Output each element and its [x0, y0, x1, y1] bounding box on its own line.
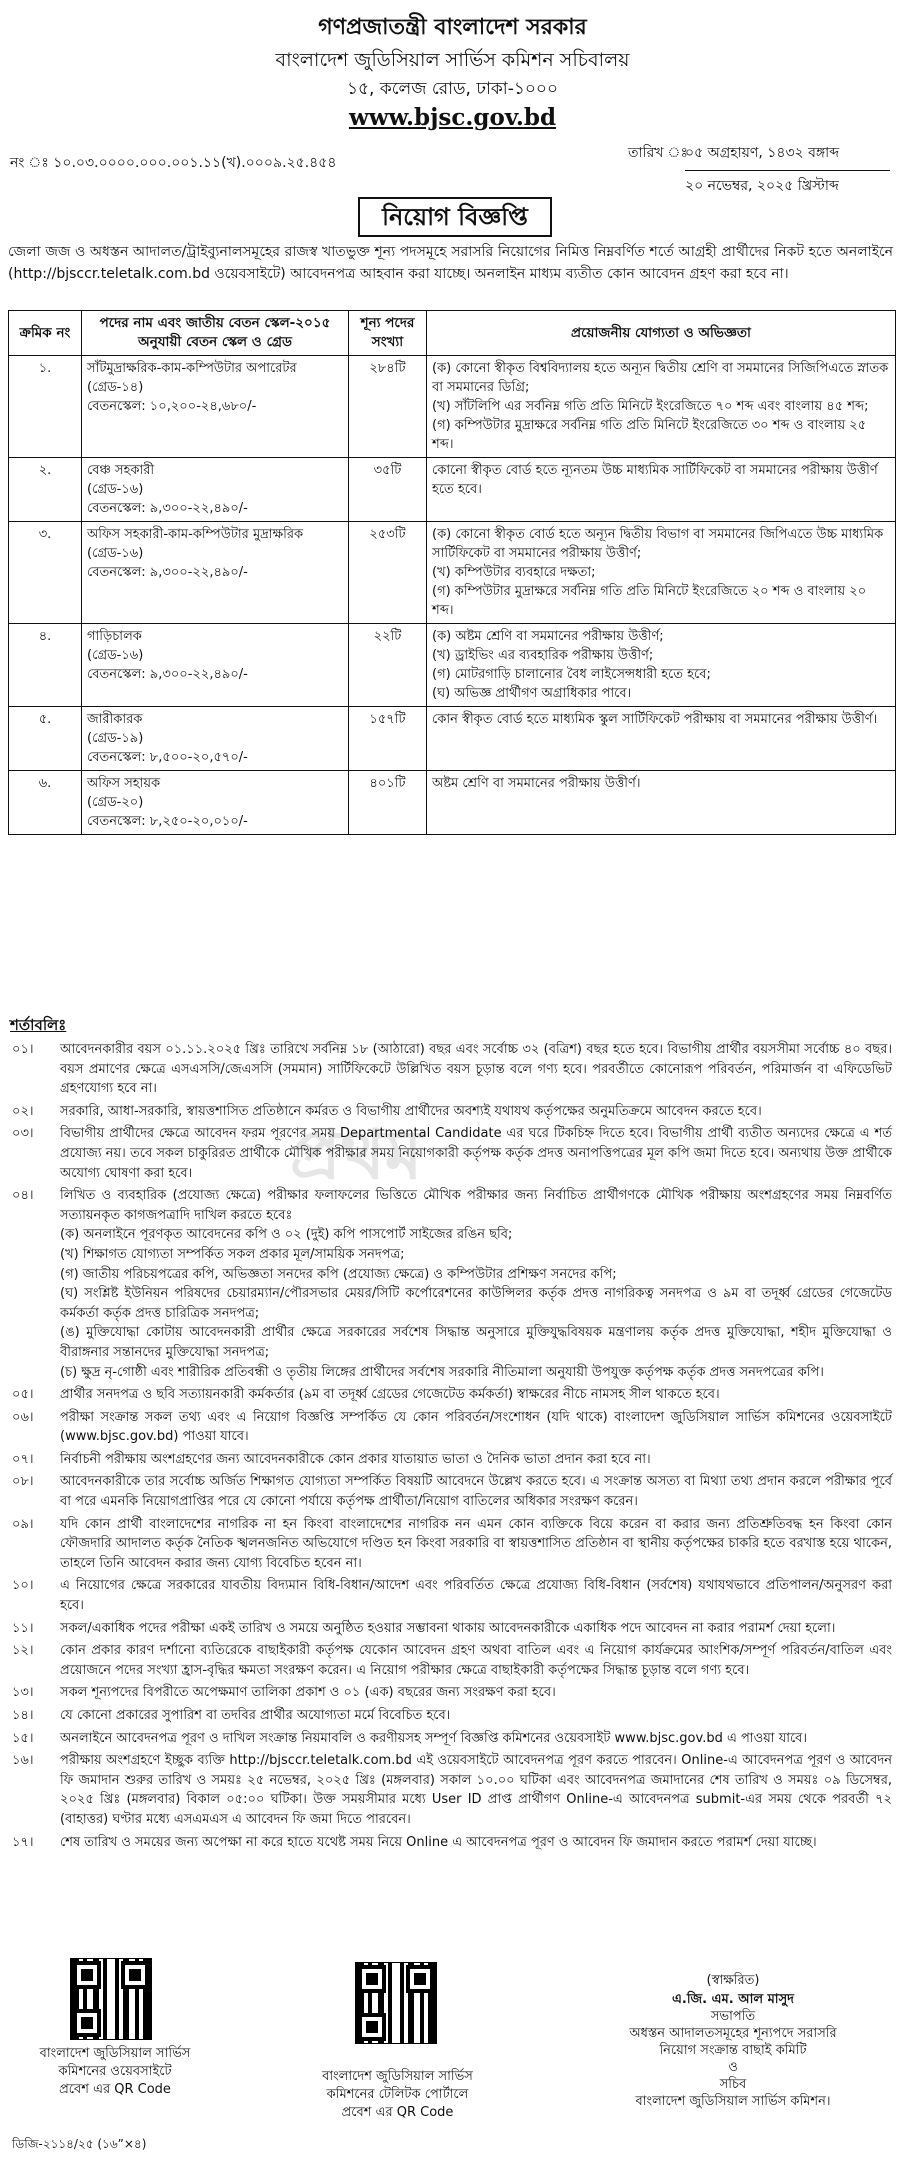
post-grade: (গ্রেড-১৯) — [87, 731, 144, 746]
row-vacancy-count: ২২টি — [349, 624, 427, 707]
row-serial: ৪. — [9, 624, 82, 707]
post-grade: (গ্রেড-২০) — [87, 795, 144, 810]
term-text-block — [60, 1472, 896, 1511]
term-text: কোন প্রকার কারণ দর্শানো ব্যতিরেকে বাছাইকারী কর্তৃপক্ষ যেকোন আবেদন গ্রহণ অথবা বাতিল এবং এ নিয়োগ কার্যক্রমের আংশিক/সম্পূর্ণ পরিবর্তন/বাতিল এবং প্রয়োজনে পদের সংখ্যা হ্রাস-বৃদ্ধির ক্ষমতা সংরক্ষণ করেন। এ নিয়োগ পরীক্ষার ক্ষেত্রে বাছাইকারী কর্তৃপক্ষের সিদ্ধান্ত চূড়ান্ত বলে গণ্য হবে। — [60, 1643, 892, 1678]
term-text: এ নিয়োগের ক্ষেত্রে সরকারের যাবতীয় বিদ্যমান বিধি-বিধান/আদেশ এবং পরিবর্তিত ক্ষেত্রে প্রযোজ্য বিধি-বিধান (সর্বশেষ) যথাযথভাবে প্রতিপালন/অনুসরণ করা হবে। — [60, 1578, 892, 1614]
term-number: ০১। — [12, 1042, 34, 1057]
qualification-item: (ঘ) অভিজ্ঞ প্রার্থীগণ অগ্রাধিকার পাবে। — [432, 686, 632, 701]
signatory-role: সভাপতি — [710, 2009, 756, 2024]
term-text: সকল শূন্যপদের বিপরীতে অপেক্ষমাণ তালিকা প্রকাশ ও ০১ (এক) বছরের জন্য সংরক্ষণ করা হবে। — [60, 1685, 556, 1701]
term-number: ০৭। — [12, 1451, 34, 1467]
term-number: ১৫। — [12, 1730, 34, 1746]
term-text-block — [60, 1385, 896, 1405]
term-item — [8, 1385, 896, 1405]
row-qualification — [427, 707, 896, 771]
term-text: বিভাগীয় প্রার্থীদের ক্ষেত্রে আবেদন ফরম পূরণের সময় Departmental Candidate এর ঘরে টিকচিহ্ন দিতে হবে। বিভাগীয় প্রার্থী ব্যতীত অন্যদের ক্ষেত্রে এ শর্ত প্রযোজ্য নয়। তবে সকল চাকুরিরত প্রার্থীকে মৌখিক পরীক্ষার সময় নিয়োগকারী কর্তৃপক্ষ কর্তৃক প্রদত্ত অনাপত্তিপত্রের মূল কপি জমা দিতে হবে। অন্যথায় উক্ত প্রার্থীকে অযোগ্য ঘোষণা করা হবে। — [60, 1126, 892, 1181]
term-number: ০৫। — [12, 1387, 34, 1403]
table-row — [9, 771, 896, 835]
row-serial: ৩. — [9, 522, 82, 624]
term-text-block — [60, 1515, 896, 1574]
table-row — [9, 707, 896, 771]
row-serial: ৫. — [9, 707, 82, 771]
term-number: ০৬। — [12, 1409, 34, 1425]
post-grade: (গ্রেড-১৪) — [87, 380, 144, 395]
term-item — [8, 1683, 896, 1703]
signed-label: (স্বাক্ষরিত) — [706, 1973, 760, 1988]
intro-paragraph: জেলা জজ ও অধস্তন আদালত/ট্রাইব্যুনালসমূহের রাজস্ব খাতভুক্ত শূন্য পদসমূহে সরাসরি নিয়োগের নিমিত্ত নিম্নবর্ণিত শর্তে আগ্রহী প্রার্থীদের নিকট হতে অনলাইনে (http://bjsccr.teletalk.com.bd ওয়েবসাইটে) আবেদনপত্র আহবান করা যাচ্ছে। অনলাইন মাধ্যম ব্যতীত কোন আবেদন গ্রহণ করা হবে না। — [8, 244, 893, 282]
term-item — [8, 1472, 896, 1511]
memo-number: নং ঃ ১০.০৩.০০০০.০০০.০০১.১১(খ).০০০৯.২৫.৪৫৪ — [10, 155, 337, 171]
header-serial: ক্রমিক নং — [9, 311, 82, 356]
row-post — [82, 458, 349, 522]
term-item — [8, 1186, 896, 1382]
term-item — [8, 1124, 896, 1183]
row-vacancy-count: ৪০১টি — [349, 771, 427, 835]
row-serial: ১. — [9, 356, 82, 458]
term-item — [8, 1729, 896, 1749]
qualification-item: (খ) সাঁটলিপি এর সর্বনিম্ন গতি প্রতি মিনিটে ইংরেজিতে ৭০ শব্দ এবং বাংলায় ৪৫ শব্দ; — [432, 399, 869, 414]
term-number: ০৪। — [12, 1188, 34, 1204]
term-number: ০৩। — [12, 1126, 34, 1142]
term-number: ১৩। — [12, 1685, 34, 1701]
term-text-block — [60, 1619, 896, 1639]
header-vacancy: শূন্য পদের সংখ্যা — [349, 311, 427, 356]
table-row — [9, 458, 896, 522]
date-english: ২০ নভেম্বর, ২০২৫ খ্রিস্টাব্দ — [685, 170, 890, 198]
header-qualification: প্রয়োজনীয় যোগ্যতা ও অভিজ্ঞতা — [427, 311, 896, 356]
row-post — [82, 707, 349, 771]
qr-code-teletalk[interactable] — [355, 1962, 437, 2044]
qualification-item: (খ) কম্পিউটার ব্যবহারে দক্ষতা; — [432, 565, 596, 580]
post-scale: বেতনস্কেল: ৯,৩০০-২২,৪৯০/- — [87, 501, 248, 516]
term-text: আবেদনকারীর বয়স ০১.১১.২০২৫ খ্রিঃ তারিখে সর্বনিম্ন ১৮ (আঠারো) বছর এবং সর্বোচ্চ ৩২ (বত্রিশ) বছর হতে হবে। বিভাগীয় প্রার্থীর বয়সসীমা সর্বোচ্চ ৪০ বছর। বয়স প্রমাণের ক্ষেত্রে এসএসসি/জেএসসি (সমমান) সার্টিফিকেটে উল্লিখিত বয়স চূড়ান্ত বলে গণ্য হবে। পরবর্তীতে কোনোরূপ পরিবর্তন, পরিমার্জন বা এফিডেভিট গ্রহণযোগ্য হবে না। — [60, 1042, 892, 1097]
term-number: ০৯। — [12, 1516, 34, 1532]
table-row — [9, 624, 896, 707]
term-subitem: (খ) শিক্ষাগত যোগ্যতা সম্পর্কিত সকল প্রকার মূল/সাময়িক সনদপত্র; — [60, 1246, 405, 1262]
qualification-item: (ক) কোনো স্বীকৃত বোর্ড হতে অন্যূন দ্বিতীয় বিভাগ বা সমমানের জিপিএতে উচ্চ মাধ্যমিক সার্টিফিকেট বা সমমানের পরীক্ষায় উত্তীর্ণ; — [432, 527, 884, 561]
qualification-item: অষ্টম শ্রেণি বা সমমানের পরীক্ষায় উত্তীর্ণ। — [432, 776, 641, 791]
watermark: প্রথম — [290, 1116, 423, 1195]
term-text-block — [60, 1124, 896, 1183]
post-post: গাড়িচালক — [87, 629, 142, 644]
term-text-block — [60, 1408, 896, 1447]
qualification-item: কোন স্বীকৃত বোর্ড হতে মাধ্যমিক স্কুল সার্টিফিকেট পরীক্ষায় বা সমমানের পরীক্ষায় উত্তীর্ণ। — [432, 712, 878, 727]
term-text-block — [60, 1706, 896, 1726]
post-post: সাঁটমুদ্রাক্ষরিক-কাম-কম্পিউটার অপারেটর — [87, 361, 297, 376]
term-text: শেষ তারিখ ও সময়ের জন্য অপেক্ষা না করে হাতে যথেষ্ট সময় নিয়ে Online এ আবেদনপত্র পূরণ ও আবেদন ফি জমাদান করতে পরামর্শ দেয়া যাচ্ছে। — [60, 1834, 817, 1850]
term-text: সকল/একাধিক পদের পরীক্ষা একই তারিখ ও সময়ে অনুষ্ঠিত হওয়ার সম্ভাবনা থাকায় আবেদনকারীকে একাধিক পদে আবেদন না করার পরামর্শ দেয়া হলো। — [60, 1620, 836, 1636]
term-subitem: (চ) ক্ষুদ্র নৃ-গোষ্ঠী এবং শারীরিক প্রতিবন্ধী ও তৃতীয় লিঙ্গের প্রার্থীদের সর্বশেষ সরকারি নীতিমালা অনুযায়ী উপযুক্ত কর্তৃপক্ষ কর্তৃক প্রদত্ত সনদপত্রের কপি। — [60, 1364, 824, 1380]
term-item — [8, 1833, 896, 1853]
notice-title: নিয়োগ বিজ্ঞপ্তি — [358, 197, 552, 237]
row-vacancy-count: ১৫৭টি — [349, 707, 427, 771]
qualification-item: (ক) অষ্টম শ্রেণি বা সমমানের পরীক্ষায় উত্তীর্ণ; — [432, 629, 664, 644]
row-qualification — [427, 624, 896, 707]
term-item — [8, 1751, 896, 1829]
terms-title: শর্তাবলিঃ — [10, 1016, 67, 1034]
term-number: ১৪। — [12, 1708, 34, 1723]
table-row — [9, 356, 896, 458]
table-row — [9, 522, 896, 624]
qr2-caption: বাংলাদেশ জুডিসিয়াল সার্ভিস কমিশনের টেলিটক পোর্টালে প্রবেশ এর QR Code — [322, 2069, 473, 2120]
post-post: অফিস সহায়ক — [87, 776, 161, 791]
term-text-block — [60, 1833, 896, 1853]
term-text: সরকারি, আধা-সরকারি, স্বায়ত্তশাসিত প্রতিষ্ঠানে কর্মরত ও বিভাগীয় প্রার্থীদের অবশ্যই যথাযথ কর্তৃপক্ষের অনুমতিক্রমে আবেদন করতে হবে। — [60, 1103, 762, 1119]
post-scale: বেতনস্কেল: ৯,৩০০-২২,৪৯০/- — [87, 667, 248, 682]
post-scale: বেতনস্কেল: ১০,২০০-২৪,৬৮০/- — [87, 399, 257, 414]
header-post: পদের নাম এবং জাতীয় বেতন স্কেল-২০১৫ অনুযায়ী বেতন স্কেল ও গ্রেড — [82, 311, 349, 356]
term-item — [8, 1102, 896, 1122]
row-vacancy-count: ২৫৩টি — [349, 522, 427, 624]
term-text-block — [60, 1186, 896, 1382]
table-header-row — [9, 311, 896, 356]
term-text: যদি কোন প্রার্থী বাংলাদেশের নাগরিক না হন কিংবা বাংলাদেশের নাগরিক নন এমন কোন ব্যক্তিকে বিয়ে করেন বা করার জন্য প্রতিশ্রুতিবদ্ধ হন কিংবা কোন ফৌজদারি আদালত কর্তৃক নৈতিক স্খলনজনিত অভিযোগে দণ্ডিত হন কিংবা সরকারি বা স্বায়ত্তশাসিত প্রতিষ্ঠান বা স্থানীয় কর্তৃপক্ষের চাকরি হতে বরখাস্ত হয়ে থাকেন, তাহলে তিনি আবেদন করার জন্য যোগ্য বিবেচিত হবেন না। — [60, 1516, 892, 1571]
date-label: তারিখ ঃ — [628, 145, 688, 161]
post-post: জারীকারক — [87, 712, 143, 727]
signature-block: (স্বাক্ষরিত) এ.জি. এম. আল মাসুদ সভাপতি অধস্তন আদালতসমূহের শূন্যপদে সরাসরি নিয়োগ সংক্রান্ত বাছাই কমিটি ও সচিব বাংলাদেশ জুডিসিয়াল সার্ভিস কমিশন। — [583, 1972, 883, 2110]
term-item — [8, 1408, 896, 1447]
term-text-block — [60, 1450, 896, 1470]
footer-code: ডিজি-২১১৪/২৫ (১৬”×৪) — [12, 2137, 147, 2151]
qualification-item: কোনো স্বীকৃত বোর্ড হতে ন্যূনতম উচ্চ মাধ্যমিক সার্টিফিকেট বা সমমানের পরীক্ষায় উত্তীর্ণ হতে হবে। — [432, 463, 878, 497]
term-text-block — [60, 1576, 896, 1615]
term-text-block — [60, 1641, 896, 1680]
term-number: ১০। — [12, 1578, 34, 1594]
term-item — [8, 1040, 896, 1099]
term-subitem: (ঘ) সংশ্লিষ্ট ইউনিয়ন পরিষদের চেয়ারম্যান/পৌরসভার মেয়র/সিটি কর্পোরেশনের কাউন্সিলর কর্তৃক প্রদত্ত নাগরিকত্ব সনদপত্র ও ৯ম বা তদূর্ধ্ব গ্রেডের গেজেটেড কর্মকর্তা কর্তৃক প্রদত্ত চারিত্রিক সনদপত্র; — [60, 1286, 892, 1321]
post-grade: (গ্রেড-১৬) — [87, 482, 144, 497]
post-scale: বেতনস্কেল: ৯,৩০০-২২,৪৯০/- — [87, 565, 248, 580]
signatory-name: এ.জি. এম. আল মাসুদ — [672, 1992, 794, 2007]
term-text: যে কোনো প্রকারের সুপারিশ বা তদবির প্রার্থীর অযোগ্যতা মর্মে বিবেচিত হবে। — [60, 1708, 451, 1723]
term-item — [8, 1706, 896, 1726]
office-address: ১৫, কলেজ রোড, ঢাকা-১০০০ — [346, 79, 559, 99]
term-number: ১৬। — [12, 1753, 34, 1769]
term-number: ০৮। — [12, 1474, 34, 1490]
row-qualification — [427, 771, 896, 835]
qualification-item: (গ) কম্পিউটার মুদ্রাক্ষরে সর্বনিম্ন গতি প্রতি মিনিটে ইংরেজিতে ৩০ শব্দ ও বাংলায় ২৫ শব্দ। — [432, 418, 867, 452]
row-qualification — [427, 522, 896, 624]
qualification-item: (খ) ড্রাইভিং এর ব্যবহারিক পরীক্ষায় উত্তীর্ণ; — [432, 648, 654, 663]
term-number: ১১। — [12, 1620, 34, 1636]
term-number: ১৭। — [12, 1834, 34, 1850]
row-qualification — [427, 458, 896, 522]
term-subitem: (ঙ) মুক্তিযোদ্ধা কোটায় আবেদনকারী প্রার্থীর ক্ষেত্রে সরকারের সর্বশেষ সিদ্ধান্ত অনুসারে মুক্তিযুদ্ধবিষয়ক মন্ত্রণালয় কর্তৃক প্রদত্ত মুক্তিযোদ্ধা, শহীদ মুক্তিযোদ্ধা ও বীরাঙ্গনার সন্তানদের মুক্তিযোদ্ধা সনদপত্র; — [60, 1325, 892, 1360]
website-link[interactable]: www.bjsc.gov.bd — [348, 104, 557, 131]
term-subitem: (গ) জাতীয় পরিচয়পত্রের কপি, অভিজ্ঞতা সনদের কপি (প্রযোজ্য ক্ষেত্রে) ও কম্পিউটার প্রশিক্ষণ সনদের কপি; — [60, 1266, 617, 1282]
govt-title: গণপ্রজাতন্ত্রী বাংলাদেশ সরকার — [318, 15, 587, 40]
term-text: লিখিত ও ব্যবহারিক (প্রযোজ্য ক্ষেত্রে) পরীক্ষার ফলাফলের ভিত্তিতে মৌখিক পরীক্ষার জন্য নির্বাচিত প্রার্থীগণকে মৌখিক পরীক্ষায় অংশগ্রহণের সময় নিম্নবর্ণিত সত্যায়নকৃত কাগজপত্রাদি দাখিল করতে হবেঃ — [60, 1188, 892, 1223]
term-text-block — [60, 1040, 896, 1099]
date-bangla: ০৫ অগ্রহায়ণ, ১৪৩২ বঙ্গাব্দ — [685, 145, 840, 161]
term-item — [8, 1576, 896, 1615]
post-grade: (গ্রেড-১৬) — [87, 648, 144, 663]
row-post — [82, 771, 349, 835]
row-qualification — [427, 356, 896, 458]
term-text: আবেদনকারীকে তার সর্বোচ্চ অর্জিত শিক্ষাগত যোগ্যতা সম্পর্কিত বিষয়টি আবেদনে উল্লেখ করতে হবে। এ সংক্রান্ত অসত্য বা মিথ্যা তথ্য প্রদান করলে পরীক্ষার পূর্বে বা পরে এমনকি নিয়োগপ্রাপ্তির পরে যে কোনো পর্যায়ে কর্তৃপক্ষ প্রার্থীতা/নিয়োগ বাতিলের অধিকার সংরক্ষণ করেন। — [60, 1474, 892, 1510]
row-post — [82, 624, 349, 707]
post-scale: বেতনস্কেল: ৮,৫০০-২০,৫৭০/- — [87, 750, 248, 765]
post-post: বেঞ্চ সহকারী — [87, 463, 155, 478]
term-text: নির্বাচনী পরীক্ষায় অংশগ্রহণের জন্য আবেদনকারীকে কোন প্রকার যাতায়াত ভাতা ও দৈনিক ভাতা প্রদান করা হবে না। — [60, 1451, 651, 1467]
term-text: অনলাইনে আবেদনপত্র পূরণ ও দাখিল সংক্রান্ত নিয়মাবলি ও করণীয়সহ সম্পূর্ণ বিজ্ঞপ্তি কমিশনের ওয়েবসাইট www.bjsc.gov.bd এ পাওয়া যাবে। — [60, 1730, 808, 1746]
term-item — [8, 1641, 896, 1680]
term-text-block — [60, 1683, 896, 1703]
qr1-caption: বাংলাদেশ জুডিসিয়াল সার্ভিস কমিশনের ওয়েবসাইটে প্রবেশ এর QR Code — [39, 2046, 191, 2097]
qualification-item: (ক) কোনো স্বীকৃত বিশ্ববিদ্যালয় হতে অন্যূন দ্বিতীয় শ্রেণি বা সমমানের সিজিপিএতে স্নাতক বা সমমানের ডিগ্রি; — [432, 361, 889, 395]
row-serial: ২. — [9, 458, 82, 522]
term-item — [8, 1515, 896, 1574]
row-serial: ৬. — [9, 771, 82, 835]
term-text: পরীক্ষা সংক্রান্ত সকল তথ্য এবং এ নিয়োগ বিজ্ঞপ্তি সম্পর্কিত যে কোন পরিবর্তন/সংশোধন (যদি থাকে) বাংলাদেশ জুডিসিয়াল সার্ভিস কমিশনের ওয়েবসাইটে (www.bjsc.gov.bd) পাওয়া যাবে। — [60, 1409, 892, 1445]
row-vacancy-count: ৩৫টি — [349, 458, 427, 522]
qr-code-website[interactable] — [70, 1958, 152, 2040]
term-item — [8, 1450, 896, 1470]
office-name: বাংলাদেশ জুডিসিয়াল সার্ভিস কমিশন সচিবালয় — [275, 49, 630, 71]
row-post — [82, 522, 349, 624]
term-text-block — [60, 1729, 896, 1749]
qualification-item: (গ) মোটরগাড়ি চালানোর বৈধ লাইসেন্সধারী হতে হবে; — [432, 667, 711, 682]
term-item — [8, 1619, 896, 1639]
term-text-block — [60, 1751, 896, 1829]
terms-list — [8, 1040, 896, 1855]
row-vacancy-count: ২৮৪টি — [349, 356, 427, 458]
positions-table — [8, 310, 896, 835]
term-number: ০২। — [12, 1103, 34, 1119]
row-post — [82, 356, 349, 458]
term-text-block — [60, 1102, 896, 1122]
post-post: অফিস সহকারী-কাম-কম্পিউটার মুদ্রাক্ষরিক — [87, 527, 304, 542]
qualification-item: (গ) কম্পিউটার মুদ্রাক্ষরে সর্বনিম্ন গতি প্রতি মিনিটে ইংরেজিতে ২০ শব্দ ও বাংলায় ২০ শব্দ। — [432, 584, 867, 618]
post-grade: (গ্রেড-১৬) — [87, 546, 144, 561]
term-text: পরীক্ষায় অংশগ্রহণে ইচ্ছুক ব্যক্তি http://bjsccr.teletalk.com.bd এই ওয়েবসাইটে আবেদনপত্র পূরণ করতে পারবেন। Online-এ আবেদনপত্র পূরণ ও আবেদন ফি জমাদান শুরুর তারিখ ও সময়ঃ ২৫ নভেম্বর, ২০২৫ খ্রিঃ (মঙ্গলবার) সকাল ১০.০০ ঘটিকা এবং আবেদনপত্র জমাদানের শেষ তারিখ ও সময়ঃ ০৯ ডিসেম্বর, ২০২৫ খ্রিঃ (মঙ্গলবার) বিকাল ০৫:০০ ঘটিকা। উক্ত সময়সীমার মধ্যে User ID প্রাপ্ত প্রার্থীগণ Online-এ আবেদনপত্র submit-এর সময় থেকে পরবর্তী ৭২ (বাহাত্তর) ঘণ্টার মধ্যে এসএমএস এ আবেদন ফি জমা দিতে পারবেন। — [60, 1753, 892, 1827]
term-subitem: (ক) অনলাইনে পূরণকৃত আবেদনের কপি ও ০২ (দুই) কপি পাসপোর্ট সাইজের রঙিন ছবি; — [60, 1227, 513, 1243]
term-text: প্রার্থীর সনদপত্র ও ছবি সত্যায়নকারী কর্মকর্তার (৯ম বা তদূর্ধ্ব গ্রেডের গেজেটেড কর্মকর্তা) স্বাক্ষরের নীচে নামসহ সীল থাকতে হবে। — [60, 1387, 720, 1403]
term-number: ১২। — [12, 1643, 34, 1659]
post-scale: বেতনস্কেল: ৮,২৫০-২০,০১০/- — [87, 814, 248, 829]
